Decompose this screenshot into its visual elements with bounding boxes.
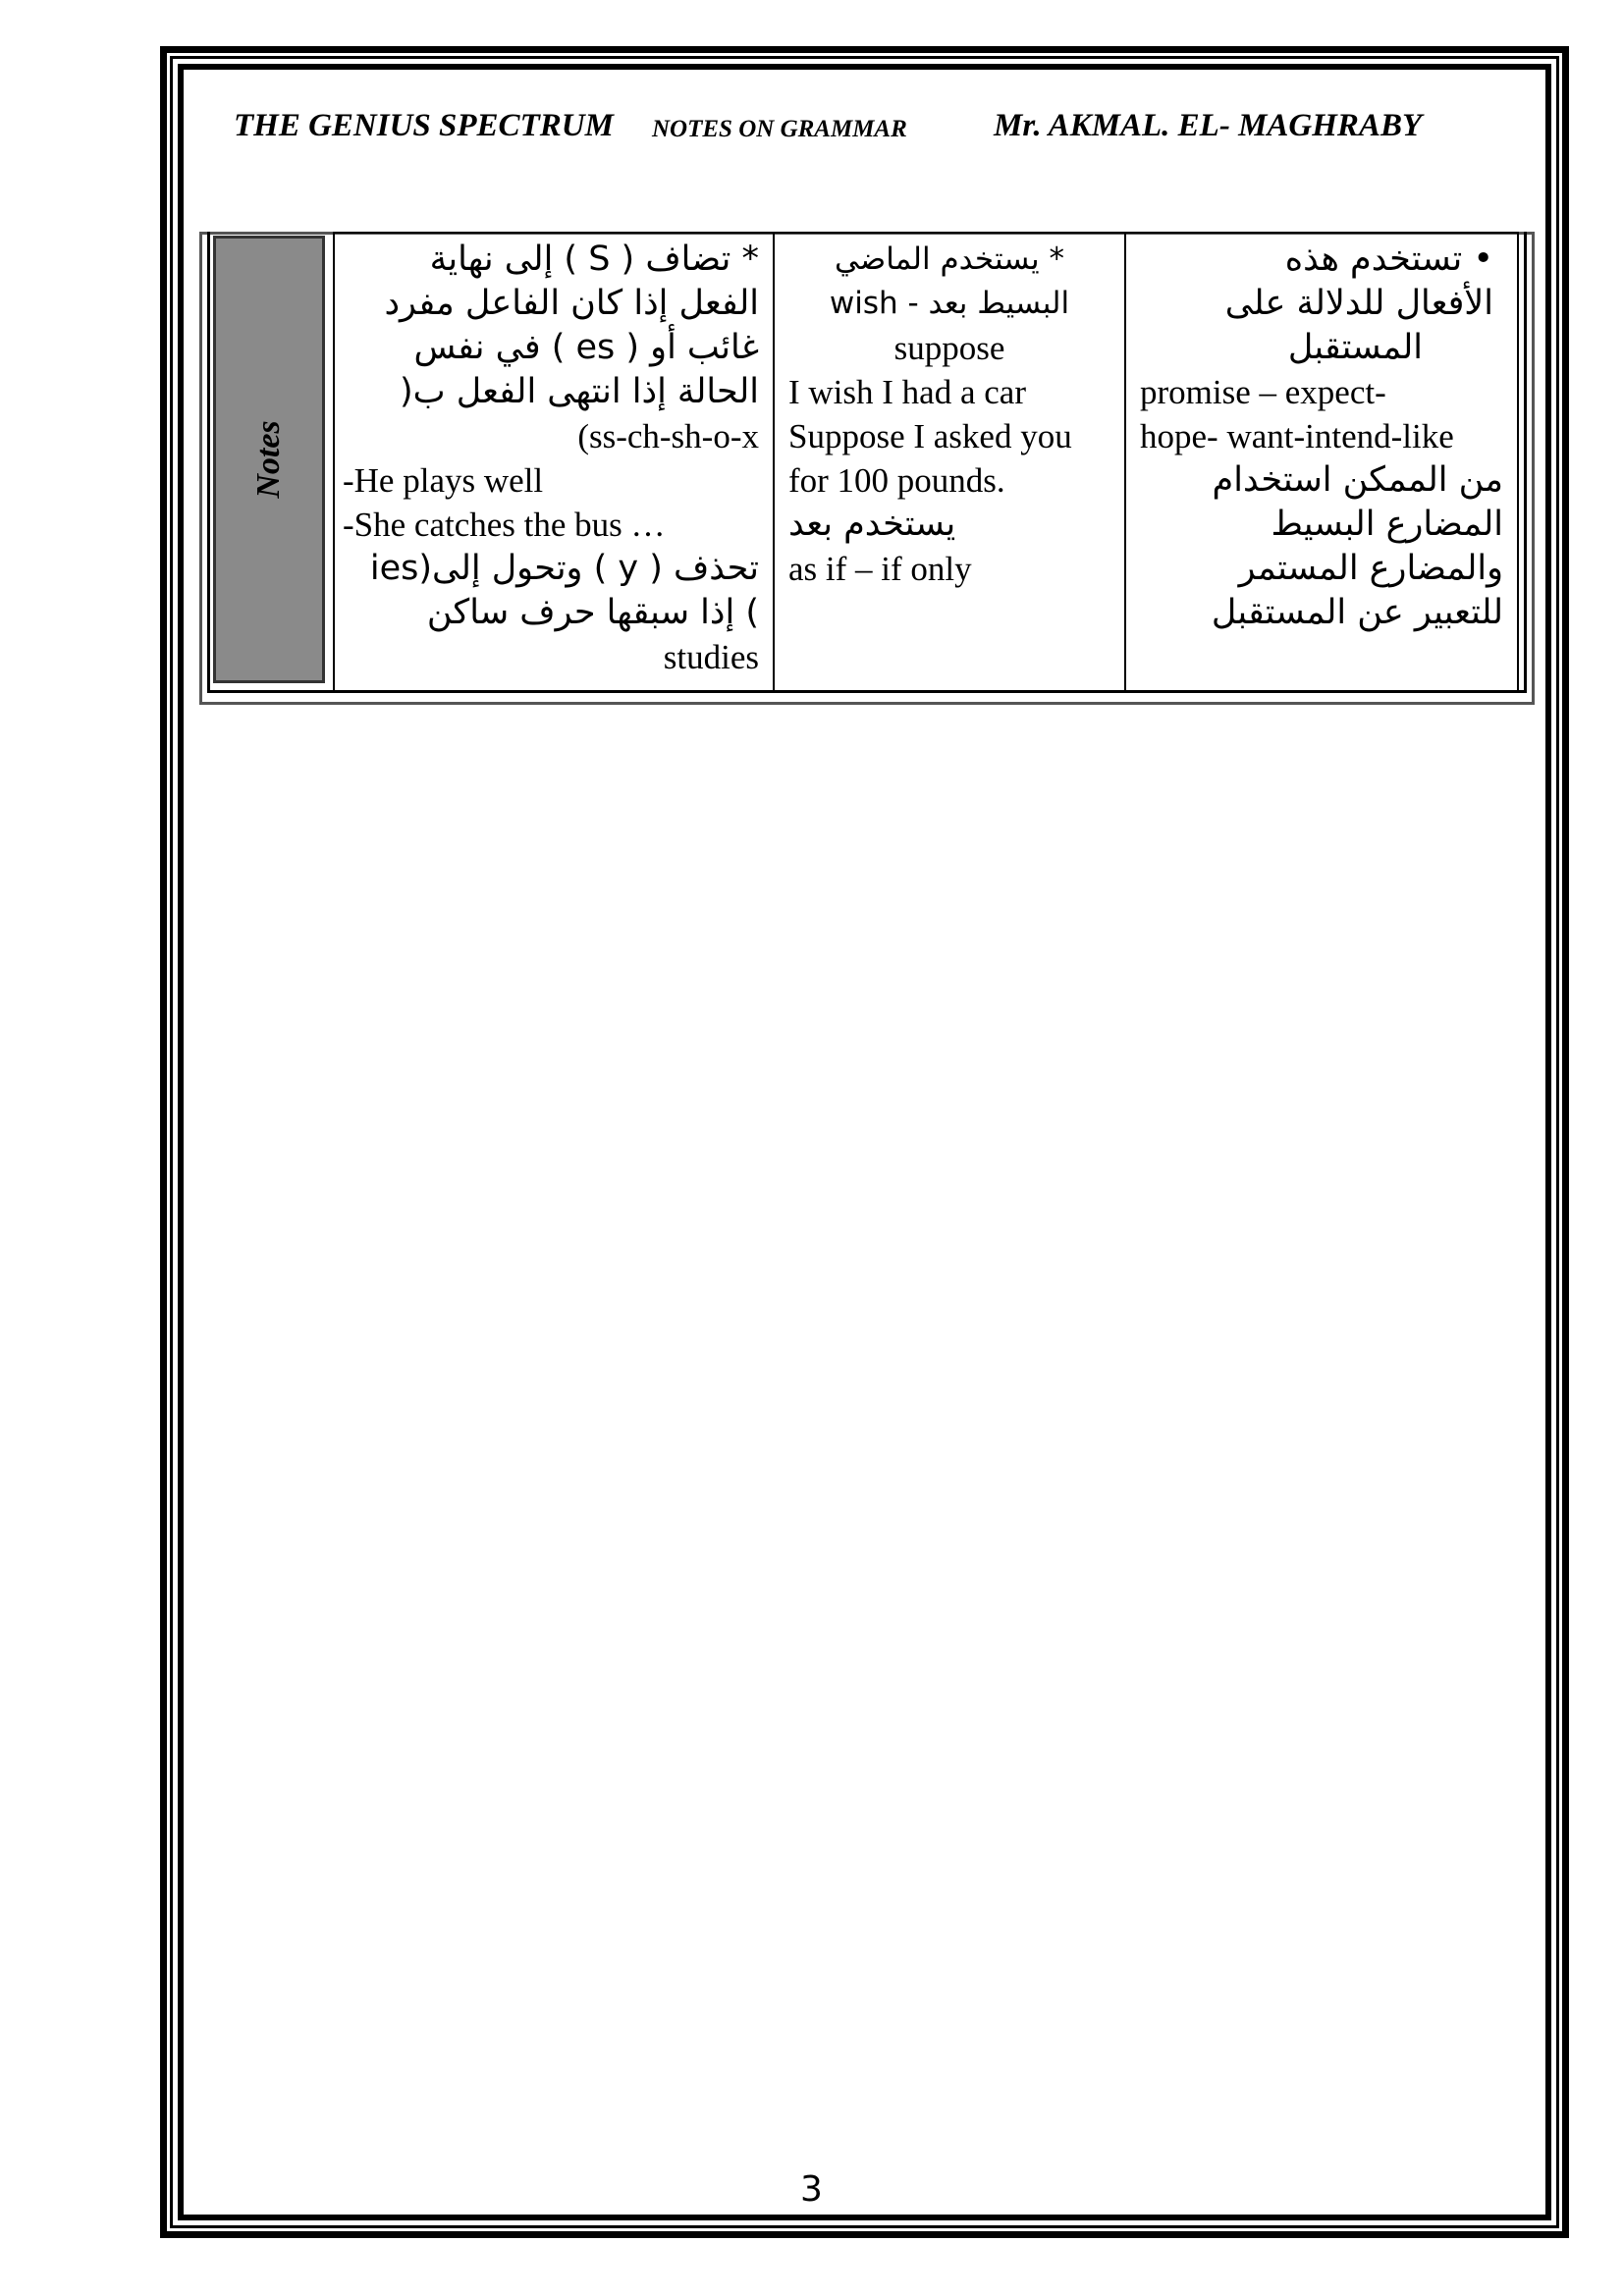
notes-label: Notes <box>250 420 287 499</box>
notes-cell-verb-s-rule <box>333 232 773 691</box>
notes-line: I wish I had a car <box>788 373 1026 411</box>
notes-line: المضارع البسيط <box>1271 505 1503 544</box>
notes-table <box>199 232 1535 705</box>
notes-line: -He plays well <box>343 461 544 500</box>
header-title: THE GENIUS SPECTRUM <box>234 108 614 143</box>
notes-cell-future-verbs <box>1124 232 1519 691</box>
page-number: 3 <box>800 2169 823 2210</box>
notes-line: تحذف ( y ) وتحول إلى(ies <box>369 549 759 588</box>
notes-line: Suppose I asked you <box>788 417 1072 455</box>
page-header <box>0 108 1623 147</box>
notes-line: من الممكن استخدام <box>1212 460 1503 500</box>
notes-cell-wish-suppose <box>773 232 1124 691</box>
notes-line: • تستخدم هذه <box>1284 240 1493 279</box>
notes-line: as if – if only <box>788 550 972 588</box>
notes-line: الفعل إذا كان الفاعل مفرد <box>384 284 759 323</box>
notes-line: البسيط بعد - wish <box>829 286 1070 321</box>
notes-line: يستخدم بعد <box>788 505 956 544</box>
notes-line: promise – expect- <box>1140 373 1386 411</box>
notes-line: (ss-ch-sh-o-x <box>577 417 759 455</box>
notes-line: -She catches the bus … <box>343 506 666 544</box>
notes-label-cell <box>213 236 325 683</box>
header-author: Mr. AKMAL. EL- MAGHRABY <box>994 108 1423 143</box>
notes-line: الحالة إذا انتهى الفعل ب( <box>399 372 759 411</box>
notes-line: للتعبير عن المستقبل <box>1211 593 1503 632</box>
notes-line: * يستخدم الماضي <box>835 241 1064 277</box>
notes-line: studies <box>663 638 759 676</box>
notes-line: الأفعال للدلالة على <box>1224 284 1493 323</box>
notes-line: * تضاف ( S ) إلى نهاية <box>429 240 759 279</box>
notes-line: المستقبل <box>1287 328 1423 367</box>
notes-line: غائب أو ( es ) في نفس <box>413 328 759 367</box>
notes-line: for 100 pounds. <box>788 461 1005 500</box>
notes-line: والمضارع المستمر <box>1238 549 1503 588</box>
header-subtitle: NOTES ON GRAMMAR <box>652 116 907 142</box>
notes-line: suppose <box>893 329 1005 367</box>
notes-line: hope- want-intend-like <box>1140 417 1454 455</box>
notes-line: ) إذا سبقها حرف ساكن <box>426 593 759 632</box>
